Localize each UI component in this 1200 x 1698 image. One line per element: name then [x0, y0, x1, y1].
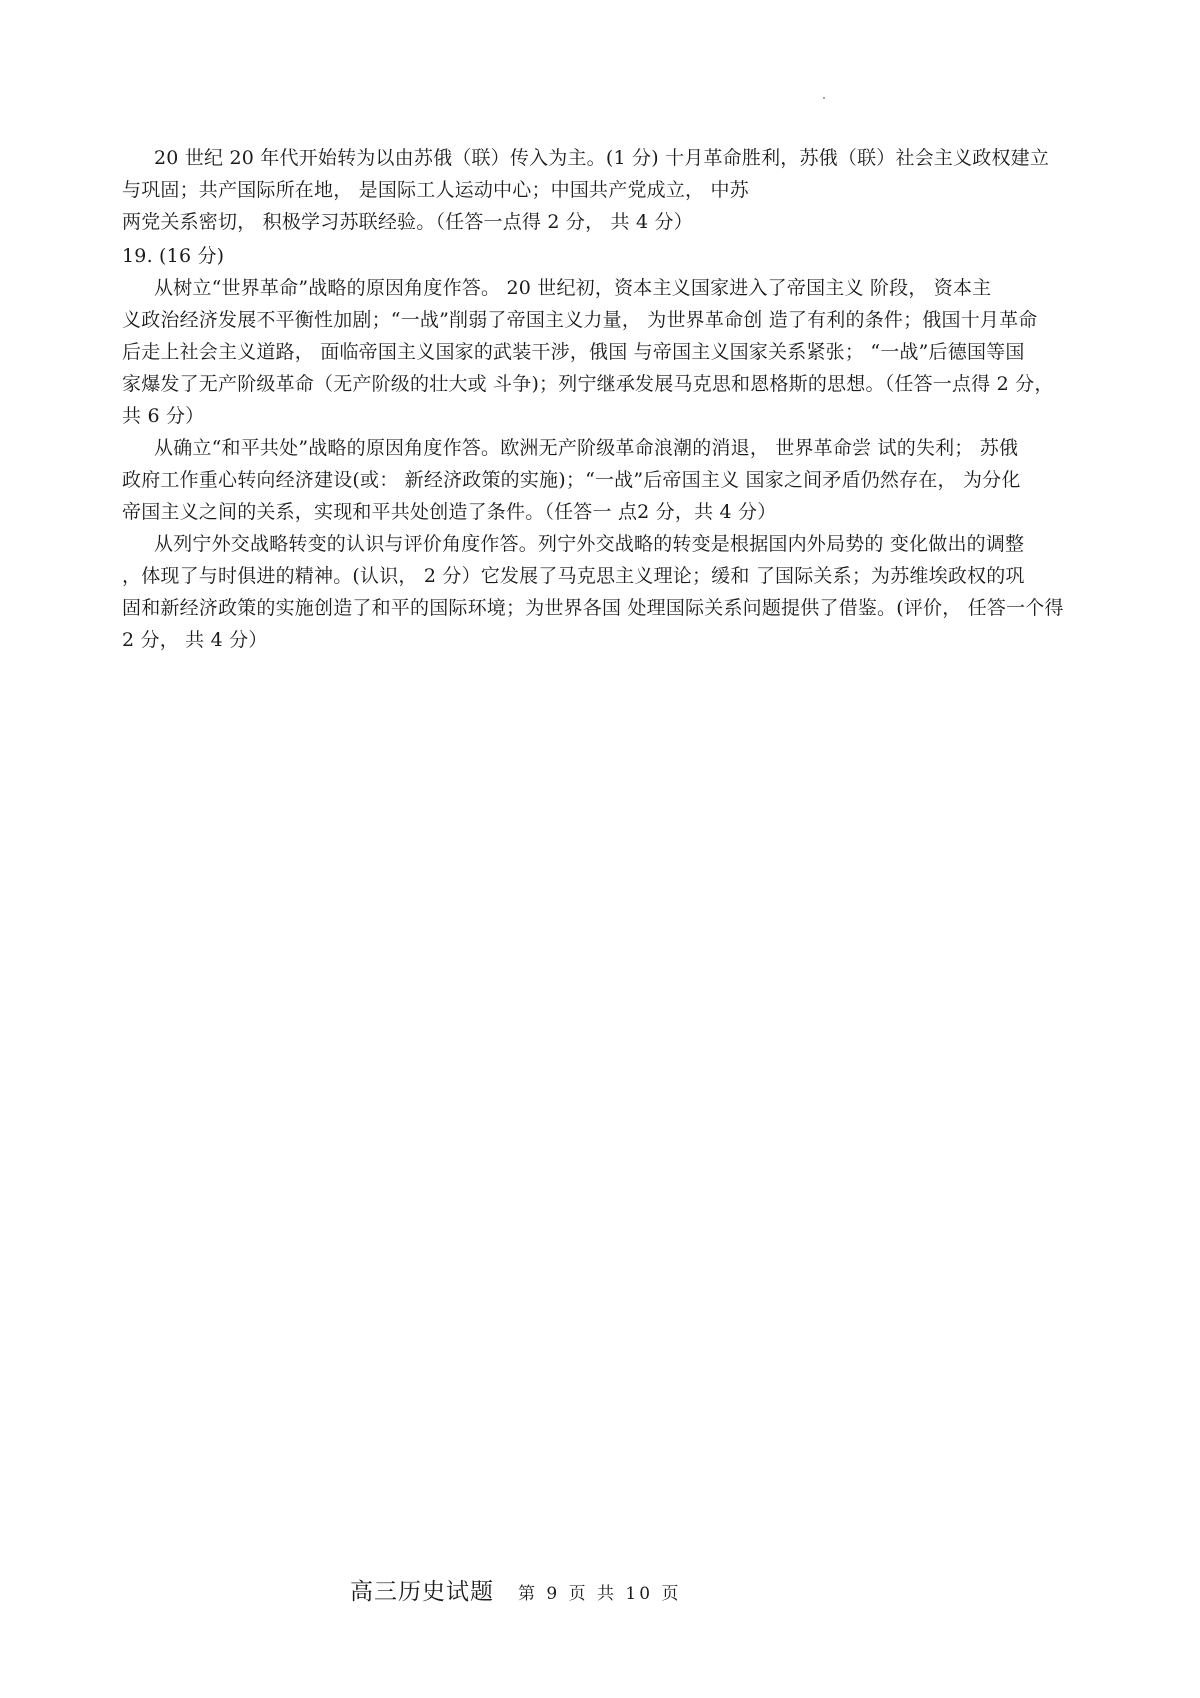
answer-line: 从确立“和平共处”战略的原因角度作答。欧洲无产阶级革命浪潮的消退， 世界革命尝 试的失利； 苏俄 [154, 437, 1019, 459]
answer-18-tail [122, 142, 1102, 238]
question-number-label: 19. (16 分) [122, 245, 225, 267]
answer-line: 从树立“世界革命”战略的原因角度作答。 20 世纪初，资本主义国家进入了帝国主义 阶段， 资本主 [154, 277, 992, 299]
answer-content [122, 142, 1102, 656]
answer-line: 从列宁外交战略转变的认识与评价角度作答。列宁外交战略的转变是根据国内外局势的 变化做出的调整 [154, 533, 1025, 555]
answer-line: 与巩固；共产国际所在地， 是国际工人运动中心；中国共产党成立， 中苏 [122, 179, 749, 201]
answer-line: 2 分， 共 4 分） [122, 629, 268, 651]
answer-line: ，体现了与时俱进的精神。(认识， 2 分）它发展了马克思主义理论；缓和 了国际关系；为苏维埃政权的巩 [122, 565, 1025, 587]
answer-paragraph-evaluation [122, 528, 1102, 656]
answer-line: 共 6 分） [122, 405, 205, 427]
exam-title: 高三历史试题 [350, 1579, 494, 1605]
page-footer [350, 1573, 681, 1605]
answer-line: 20 世纪 20 年代开始转为以由苏俄（联）传入为主。(1 分) 十月革命胜利，苏俄（联）社会主义政权建立 [154, 147, 1050, 169]
scan-speck [823, 97, 825, 99]
answer-paragraph-world-revolution [122, 272, 1102, 432]
answer-line: 后走上社会主义道路， 面临帝国主义国家的武装干涉，俄国 与帝国主义国家关系紧张； “一战”后德国等国 [122, 341, 1025, 363]
answer-line: 政府工作重心转向经济建设(或： 新经济政策的实施)；“一战”后帝国主义 国家之间矛盾仍然存在， 为分化 [122, 469, 1021, 491]
answer-line: 两党关系密切， 积极学习苏联经验。（任答一点得 2 分， 共 4 分） [122, 211, 693, 233]
answer-line: 家爆发了无产阶级革命（无产阶级的壮大或 斗争)；列宁继承发展马克思和恩格斯的思想。（任答一点得 2 分， [122, 373, 1054, 395]
answer-paragraph-peaceful-coexistence [122, 432, 1102, 528]
page-number: 第 9 页 共 10 页 [518, 1584, 682, 1604]
answer-line: 固和新经济政策的实施创造了和平的国际环境；为世界各国 处理国际关系问题提供了借鉴。(评价， 任答一个得 [122, 597, 1064, 619]
answer-line: 帝国主义之间的关系，实现和平共处创造了条件。（任答一 点2 分，共 4 分） [122, 501, 777, 523]
answer-line: 义政治经济发展不平衡性加剧；“一战”削弱了帝国主义力量， 为世界革命创 造了有利的条件；俄国十月革命 [122, 309, 1038, 331]
question-19 [122, 240, 1102, 656]
